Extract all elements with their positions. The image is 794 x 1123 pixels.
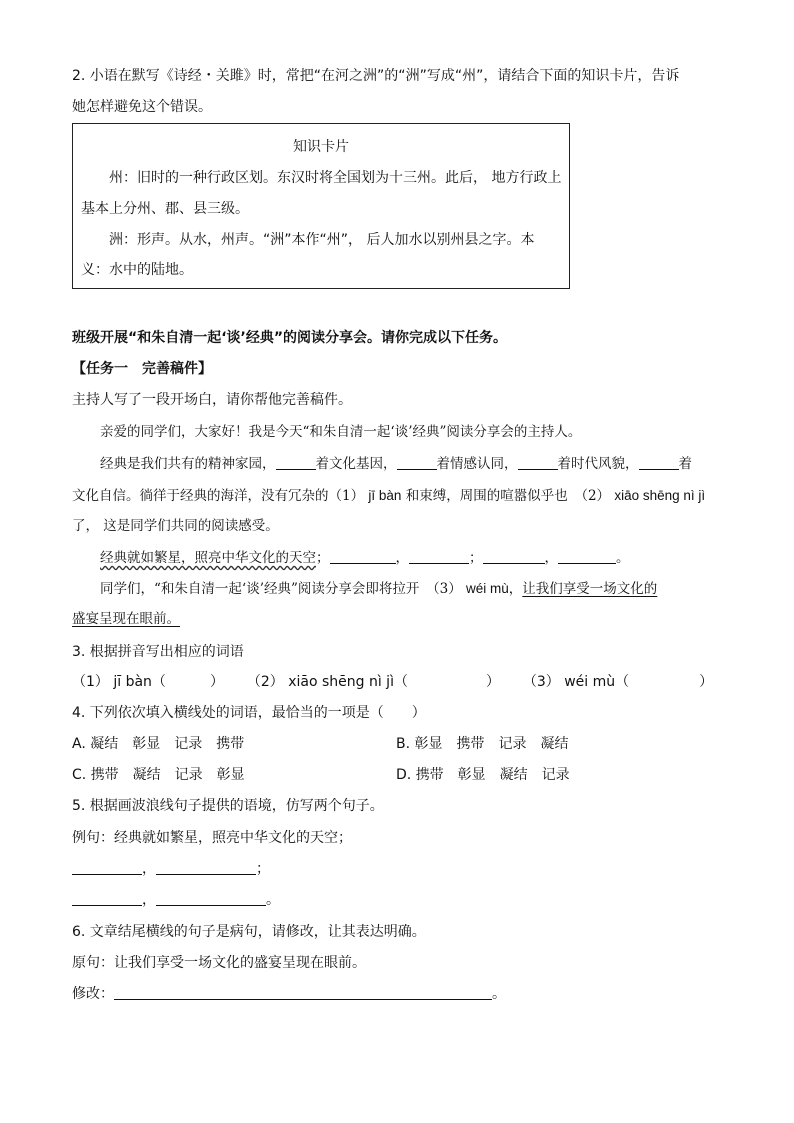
- task1-heading: 【任务一 完善稿件】: [72, 361, 212, 377]
- q5-end-2: 。: [266, 892, 280, 908]
- blank-6[interactable]: [409, 549, 469, 564]
- speech-paragraph-1: 亲爱的同学们，大家好！我是今天“和朱自清一起‘谈’经典”阅读分享会的主持人。: [100, 424, 582, 440]
- q6-original: 原句：让我们享受一场文化的盛宴呈现在眼前。: [72, 955, 366, 971]
- q5-blank-1[interactable]: [72, 860, 142, 875]
- card-zhou-line-2: 基本上分州、郡、县三级。: [81, 201, 249, 217]
- speech-p2-text-e: 着: [678, 456, 692, 472]
- q3-item-1-end: ）: [209, 674, 224, 690]
- q5-sep-1: ，: [142, 861, 156, 877]
- q3-item-2: （2） xiāo shēng nì jì（: [246, 674, 408, 690]
- blank-3[interactable]: [518, 455, 558, 470]
- q3-item-1: （1） jī bàn（: [72, 674, 166, 690]
- blank-2[interactable]: [397, 455, 437, 470]
- task1-description: 主持人写了一段开场白，请你帮他完善稿件。: [72, 392, 352, 408]
- blank-1[interactable]: [276, 455, 316, 470]
- q4-option-d-letter: D.: [396, 767, 412, 783]
- q4-option-a-text: 凝结 彰显 记录 携带: [90, 736, 245, 752]
- sep-end: 。: [616, 550, 630, 566]
- q3-title: 3. 根据拼音写出相应的词语: [72, 644, 244, 660]
- q4-option-b-text: 彰显 携带 记录 凝结: [414, 736, 569, 752]
- q5-example: 例句：经典就如繁星，照亮中华文化的天空；: [72, 830, 352, 846]
- q4-option-a-letter: A.: [72, 736, 86, 752]
- pinyin-2: xiāo shēng nì jì: [614, 488, 706, 503]
- q2-line-1: 2. 小语在默写《诗经・关雎》时，常把“在河之洲”的“洲”写成“州”，请结合下面的知识卡片，告诉: [72, 68, 680, 84]
- speech-p2-text-b: 着文化基因，: [315, 456, 397, 472]
- q3-item-3-end: ）: [699, 674, 714, 690]
- section-intro: 班级开展“和朱自清一起‘谈’经典”的阅读分享会。请你完成以下任务。: [72, 330, 508, 346]
- q3-item-3: （3） wéi mù（: [522, 674, 630, 690]
- wavy-sentence: 经典就如繁星，照亮中华文化的天空: [100, 550, 316, 566]
- card-zhou2-line-1: 洲：形声。从水，州声。“洲”本作“州”， 后人加水以别州县之字。本: [109, 232, 535, 248]
- q5-blank-4[interactable]: [156, 891, 266, 906]
- q6-end: 。: [492, 986, 506, 1002]
- underlined-sentence-part-1: 让我们享受一场文化的: [522, 581, 658, 597]
- blank-5[interactable]: [330, 549, 396, 564]
- knowledge-card: [72, 123, 570, 289]
- pinyin-1: jī bàn: [368, 488, 402, 503]
- q5-sep-2: ，: [142, 892, 156, 908]
- sep-1: ；: [316, 550, 330, 566]
- speech-p2-text-d: 着时代风貌，: [557, 456, 639, 472]
- blank-8[interactable]: [558, 549, 616, 564]
- q5-answer-line-1: [72, 859, 270, 879]
- q4-option-c[interactable]: [72, 765, 245, 785]
- speech-p2-text-c: 着情感认同，: [436, 456, 518, 472]
- speech-paragraph-6: [100, 579, 657, 599]
- underlined-sentence-part-2: 盛宴呈现在眼前。: [72, 611, 180, 627]
- speech-p6-text-b: ，: [508, 581, 523, 597]
- speech-p3-text-b: 和束缚，周围的喧嚣似乎也 （2）: [405, 488, 611, 504]
- q4-option-c-text: 携带 凝结 记录 彰显: [90, 767, 245, 783]
- blank-4[interactable]: [639, 455, 679, 470]
- q4-title: 4. 下列依次填入横线处的词语，最恰当的一项是（ ）: [72, 705, 426, 721]
- speech-paragraph-7: [72, 609, 180, 629]
- q6-revise-label: 修改：: [72, 986, 114, 1002]
- sep-2: ，: [395, 550, 409, 566]
- speech-p2-text-a: 经典是我们共有的精神家园，: [100, 456, 276, 472]
- q4-option-b[interactable]: [396, 734, 569, 754]
- q5-blank-2[interactable]: [156, 860, 256, 875]
- speech-p6-text-a: 同学们，“和朱自清一起‘谈’经典”阅读分享会即将拉开 （3）: [100, 581, 462, 597]
- q4-option-d-text: 携带 彰显 凝结 记录: [415, 767, 570, 783]
- q6-revise-blank[interactable]: [114, 985, 492, 1000]
- q6-title: 6. 文章结尾横线的句子是病句，请修改，让其表达明确。: [72, 924, 426, 940]
- speech-paragraph-2: [100, 454, 692, 474]
- q3-items: [72, 672, 713, 692]
- q5-answer-line-2: [72, 890, 280, 910]
- q5-blank-3[interactable]: [72, 891, 142, 906]
- speech-p3-text-a: 文化自信。徜徉于经典的海洋，没有冗杂的（1）: [72, 488, 365, 504]
- speech-paragraph-5: [100, 548, 630, 568]
- q4-option-b-letter: B.: [396, 736, 411, 752]
- q4-option-d[interactable]: [396, 765, 570, 785]
- q4-option-a[interactable]: [72, 734, 244, 754]
- sep-4: ，: [544, 550, 558, 566]
- q4-option-c-letter: C.: [72, 767, 87, 783]
- q3-item-2-end: ）: [485, 674, 500, 690]
- sep-3: ；: [469, 550, 483, 566]
- q5-end-1: ；: [256, 861, 270, 877]
- q6-revise-line: [72, 984, 506, 1004]
- pinyin-3: wéi mù: [466, 581, 509, 596]
- knowledge-card-title: 知识卡片: [293, 139, 349, 155]
- card-zhou2-line-2: 义：水中的陆地。: [81, 262, 193, 278]
- q2-line-2: 她怎样避免这个错误。: [72, 99, 212, 115]
- q5-title: 5. 根据画波浪线句子提供的语境，仿写两个句子。: [72, 798, 384, 814]
- speech-paragraph-4: 了， 这是同学们共同的阅读感受。: [72, 518, 279, 534]
- blank-7[interactable]: [483, 549, 545, 564]
- speech-paragraph-3: [72, 486, 705, 506]
- card-zhou-line-1: 州：旧时的一种行政区划。东汉时将全国划为十三州。此后， 地方行政上: [109, 170, 562, 186]
